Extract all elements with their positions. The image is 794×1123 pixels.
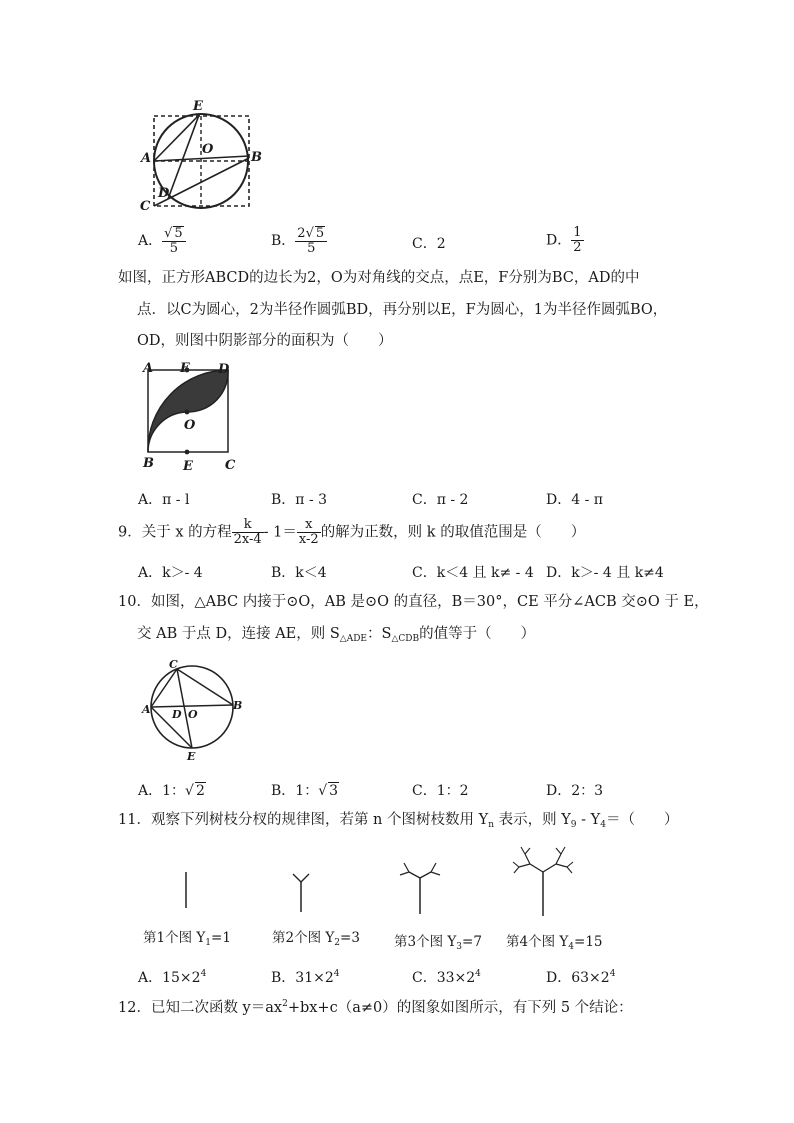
q8-option-c[interactable]: C．π - 2 — [412, 492, 469, 508]
q11-caption-2: 第2个图 $Y_2=3$ — [272, 930, 360, 948]
q8-option-b[interactable]: B．π - 3 — [271, 492, 328, 508]
q11-tree-1 — [176, 866, 196, 912]
q8-point-o — [185, 410, 190, 415]
q8-label-c: C — [225, 458, 236, 473]
q10-label-a: A — [142, 703, 151, 716]
q7-label-e: E — [193, 99, 203, 114]
q10-option-d[interactable]: D．2：3 — [546, 783, 604, 799]
q10-option-b[interactable]: B．1：√ 3 — [271, 783, 339, 799]
q10-label-o: O — [188, 708, 198, 721]
q8-label-o: O — [184, 418, 196, 433]
q11-tree-2 — [288, 866, 314, 914]
q10-line-cb — [177, 669, 233, 705]
q7-option-c[interactable]: C．2 — [412, 236, 446, 252]
q8-label-f: F — [180, 361, 190, 376]
q8-label-a: A — [143, 361, 154, 376]
q8-point-e — [185, 450, 190, 455]
q7-figure — [138, 96, 264, 218]
q11-option-b[interactable]: B．$31\times 2^4$ — [271, 969, 340, 986]
q8-line1: 如图，正方形ABCD的边长为2，O为对角线的交点，点E，F分别为BC，AD的中 — [118, 270, 640, 286]
q11-caption-3: 第3个图 $Y_3=7$ — [394, 934, 482, 952]
q10-line2: 交 AB 于点 D，连接 AE，则 $S_{\triangle ADE}$：$S_{\triangle CDB}$的值等于（ ） — [137, 626, 536, 644]
q7-label-b: B — [251, 150, 262, 165]
q7-label-o: O — [202, 142, 214, 157]
q11-tree-4 — [510, 844, 576, 918]
q11-option-c[interactable]: C．$33\times 2^4$ — [412, 969, 481, 986]
q9-option-b[interactable]: B．k＜4 — [271, 565, 327, 581]
q7-label-c: C — [140, 199, 151, 214]
q8-option-d[interactable]: D．4 - π — [546, 492, 603, 508]
q8-label-b: B — [143, 456, 154, 471]
q8-line3: OD，则图中阴影部分的面积为（ ） — [137, 333, 393, 349]
q10-option-c[interactable]: C．1：2 — [412, 783, 469, 799]
q8-line2: 点．以C为圆心，2为半径作圆弧BD，再分别以E，F为圆心，1为半径作圆弧BO， — [137, 302, 668, 318]
q8-label-d: D — [218, 362, 230, 377]
q10-diameter-ab — [151, 705, 233, 707]
q10-option-a[interactable]: A．1：√ 2 — [138, 783, 205, 799]
q10-label-e: E — [187, 750, 196, 763]
q11-option-d[interactable]: D．$63\times 2^4$ — [546, 969, 616, 986]
q10-label-d: D — [172, 708, 182, 721]
q11-tree-3 — [395, 856, 445, 916]
q10-label-c: C — [169, 658, 178, 671]
q8-label-e: E — [183, 459, 193, 474]
q11-caption-1: 第1个图 $Y_1=1$ — [143, 930, 231, 948]
q7-option-d[interactable]: D． $\frac{1}{2}$ — [546, 225, 582, 255]
q9-stem: 9．关于 x 的方程 $\frac{k}{2x-4}$ - 1＝ $\frac{x}{x-2}$ 的解为正数，则 k 的取值范围是（ ） — [118, 517, 586, 547]
q7-label-a: A — [141, 151, 152, 166]
q7-option-b[interactable]: B． $\frac{2√ 5}{5}$ — [271, 226, 327, 256]
q11-option-a[interactable]: A．$15\times 2^4$ — [138, 969, 207, 986]
q11-caption-4: 第4个图 $Y_4=15$ — [506, 934, 603, 952]
q9-option-d[interactable]: D．k＞- 4 且 k≠4 — [546, 565, 664, 581]
q7-option-a[interactable]: A． $\frac{√ 5}{5}$ — [138, 226, 186, 256]
q12-stem: 12．已知二次函数 $y=ax^2+bx+c(a\ne 0)$的图象如图所示，有下列 5 个结论： — [118, 999, 633, 1016]
q9-option-c[interactable]: C．k＜4 且 k≠ - 4 — [412, 565, 534, 581]
q10-line1: 10．如图，△ABC 内接于⊙O，AB 是⊙O 的直径，B＝30°，CE 平分∠ACB 交⊙O 于 E， — [118, 594, 709, 610]
q7-label-d: D — [158, 186, 170, 201]
q11-stem: 11．观察下列树枝分杈的规律图，若第 n 个图树枝数用 $Y_n$ 表示，则 $Y_9 - Y_4=$（ ） — [118, 812, 679, 830]
q9-option-a[interactable]: A．k＞- 4 — [138, 565, 203, 581]
q8-option-a[interactable]: A．π - l — [138, 492, 190, 508]
q10-label-b: B — [233, 699, 243, 712]
